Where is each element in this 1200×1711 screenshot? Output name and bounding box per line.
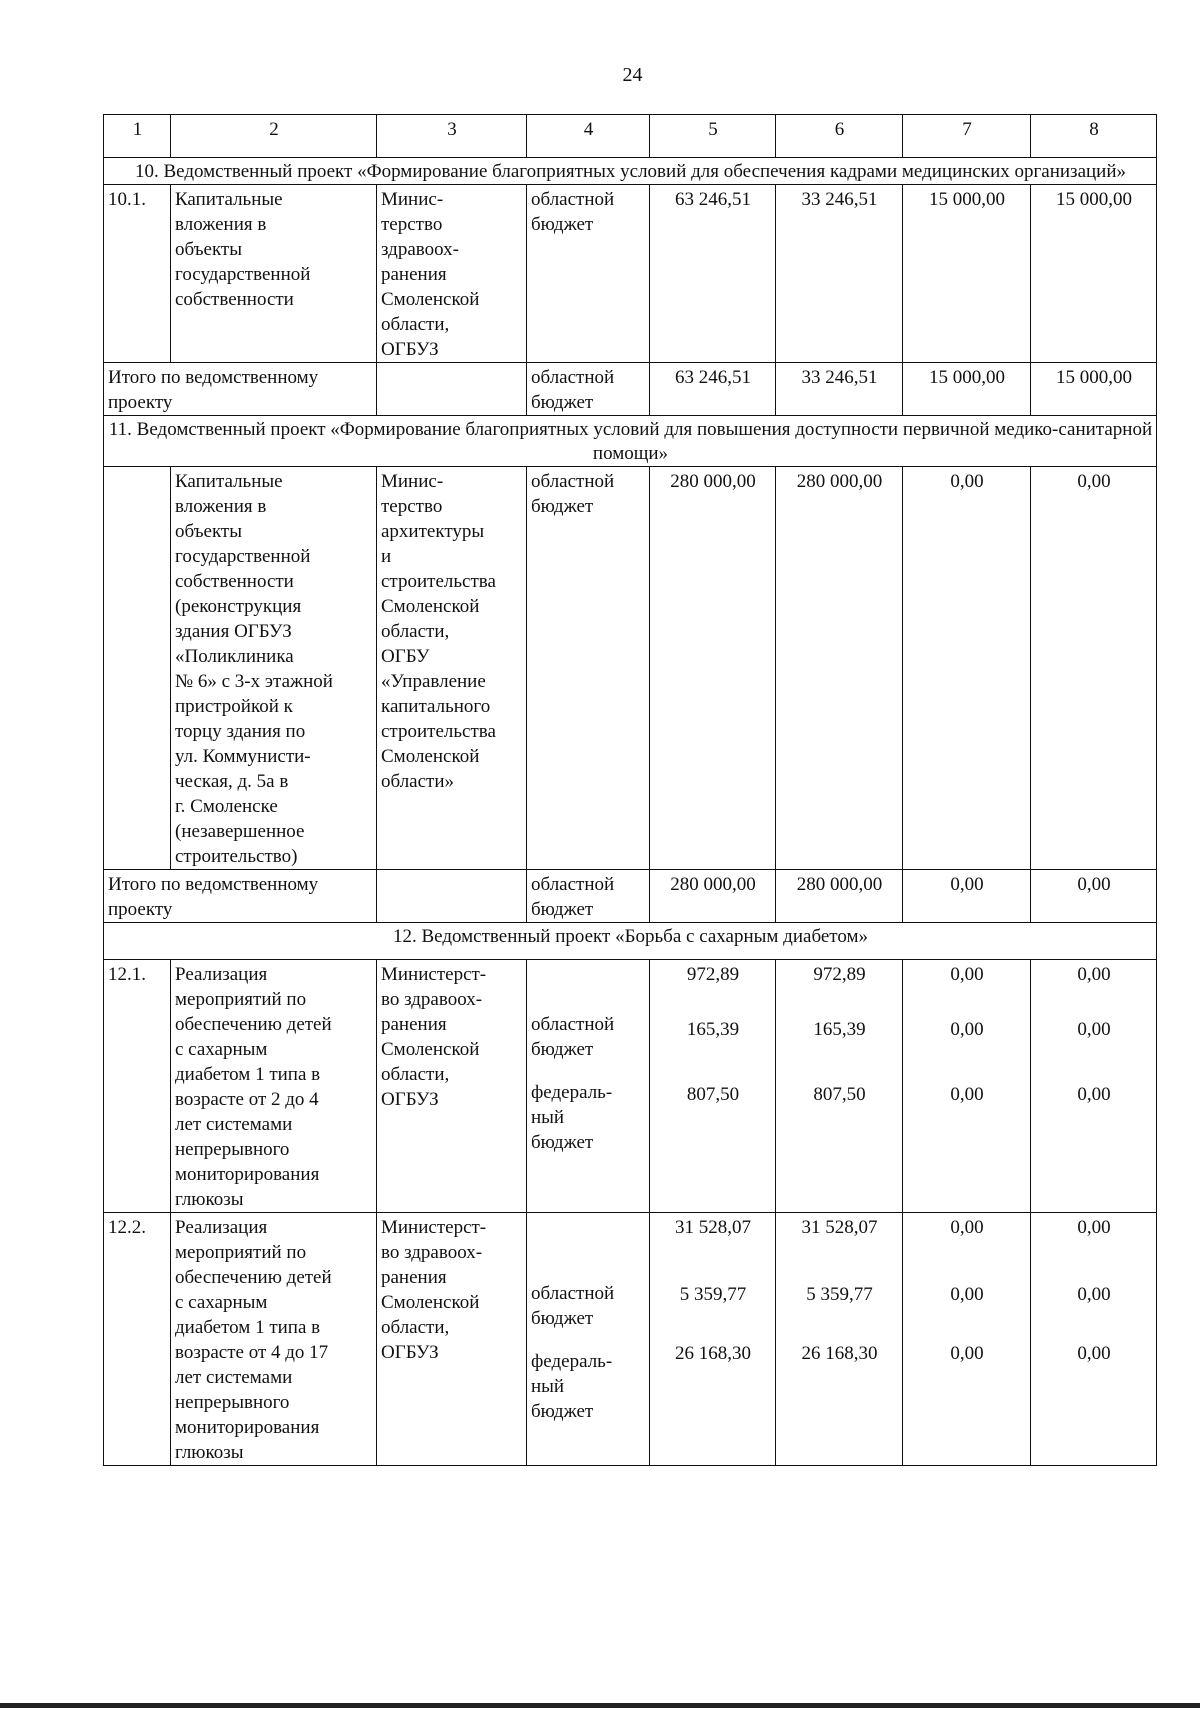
text-line: во здравоох- <box>381 1242 483 1263</box>
text-line: бюджет <box>531 1308 594 1329</box>
text-line: Реализация <box>175 1217 268 1238</box>
value-col7 <box>903 1213 1031 1466</box>
text-line: Смоленской <box>381 1292 480 1313</box>
value-col7: 15 000,00 <box>903 185 1031 363</box>
value-regional: 165,39 <box>686 1019 740 1040</box>
text-line: Капитальные <box>175 471 283 492</box>
value-col6 <box>776 1213 903 1466</box>
text-line: обеспечению детей <box>175 1267 332 1288</box>
value-total: 972,89 <box>686 964 740 985</box>
value-federal: 0,00 <box>1077 1343 1111 1364</box>
value-total: 972,89 <box>813 964 866 985</box>
text-line: бюджет <box>531 1039 594 1060</box>
value-federal: 26 168,30 <box>675 1343 751 1364</box>
budget-table <box>103 114 1157 1466</box>
text-line: мероприятий по <box>175 989 307 1010</box>
text-line: федераль- <box>531 1082 613 1103</box>
text-line: федераль- <box>531 1351 613 1372</box>
text-line: вложения в <box>175 214 267 235</box>
value-federal: 0,00 <box>950 1084 984 1105</box>
value-col5 <box>650 1213 776 1466</box>
text-line: областной <box>531 367 615 388</box>
text-line: капитального <box>381 696 491 717</box>
source-regional <box>531 1012 646 1062</box>
text-line: Минис- <box>381 189 444 210</box>
value-federal: 807,50 <box>686 1084 740 1105</box>
value-col6: 33 246,51 <box>776 363 903 416</box>
value-col8: 15 000,00 <box>1031 363 1157 416</box>
text-line: мероприятий по <box>175 1242 307 1263</box>
value-total: 0,00 <box>1077 1217 1111 1238</box>
text-line: диабетом 1 типа в <box>175 1317 321 1338</box>
text-line: ОГБУ <box>381 646 430 667</box>
value-col7: 0,00 <box>903 467 1031 870</box>
text-line: здания ОГБУЗ <box>175 621 292 642</box>
value-total: 31 528,07 <box>801 1217 878 1238</box>
text-line: бюджет <box>531 1401 594 1422</box>
text-line: объекты <box>175 521 243 542</box>
value-regional: 5 359,77 <box>679 1284 747 1305</box>
section-heading-11 <box>104 416 1157 467</box>
source-federal <box>531 1349 646 1424</box>
text-line: строительства <box>381 721 496 742</box>
value-col6: 280 000,00 <box>776 870 903 923</box>
column-number: 8 <box>1031 115 1157 158</box>
value-col8 <box>1031 960 1157 1213</box>
funding-source <box>527 960 650 1213</box>
text-line: торцу здания по <box>175 721 306 742</box>
value-col7: 0,00 <box>903 870 1031 923</box>
section-title: 10. Ведомственный проект «Формирование благоприятных условий для обеспечения кадрами медицинских организаций» <box>104 158 1157 185</box>
text-line: и <box>381 546 392 567</box>
text-line: собственности <box>175 571 294 592</box>
text-line: собственности <box>175 289 294 310</box>
text-line: бюджет <box>531 496 594 517</box>
text-line: «Поликлиника <box>175 646 294 667</box>
item-name <box>171 1213 377 1466</box>
text-line: Реализация <box>175 964 268 985</box>
text-line: областной <box>531 471 615 492</box>
text-line: области, <box>381 1317 450 1338</box>
executor <box>377 1213 527 1466</box>
text-line: Минис- <box>381 471 444 492</box>
total-label: Итого по ведомственному проекту <box>104 870 377 923</box>
text-line: государственной <box>175 264 311 285</box>
value-regional: 165,39 <box>813 1019 866 1040</box>
source-federal <box>531 1080 646 1155</box>
value-col5: 63 246,51 <box>650 185 776 363</box>
text-line: областной <box>531 189 615 210</box>
funding-source <box>527 1213 650 1466</box>
value-regional: 0,00 <box>1077 1284 1111 1305</box>
value-col6 <box>776 960 903 1213</box>
section-heading-10 <box>104 158 1157 185</box>
row-number <box>104 467 171 870</box>
funding-source <box>527 870 650 923</box>
column-number: 5 <box>650 115 776 158</box>
text-line: Смоленской <box>381 289 480 310</box>
value-col5 <box>650 960 776 1213</box>
text-line: лет системами <box>175 1367 293 1388</box>
value-col7 <box>903 960 1031 1213</box>
executor <box>377 960 527 1213</box>
text-line: ный <box>531 1376 565 1397</box>
text-line: бюджет <box>531 1132 594 1153</box>
text-line: бюджет <box>531 214 594 235</box>
text-line: Министерст- <box>381 1217 487 1238</box>
text-line: обеспечению детей <box>175 1014 332 1035</box>
item-name <box>171 467 377 870</box>
text-line: области, <box>381 1064 450 1085</box>
text-line: ранения <box>381 1014 447 1035</box>
executor <box>377 467 527 870</box>
text-line: г. Смоленске <box>175 796 278 817</box>
text-line: Смоленской <box>381 1039 480 1060</box>
column-number: 4 <box>527 115 650 158</box>
empty-cell <box>377 870 527 923</box>
page-number: 24 <box>622 64 643 86</box>
text-line: вложения в <box>175 496 267 517</box>
text-line: ческая, д. 5а в <box>175 771 289 792</box>
text-line: ОГБУЗ <box>381 339 439 360</box>
value-total: 31 528,07 <box>675 1217 751 1238</box>
text-line: бюджет <box>531 899 594 920</box>
text-line: здравоох- <box>381 239 459 260</box>
section-title: 12. Ведомственный проект «Борьба с сахарным диабетом» <box>104 923 1157 960</box>
value-col7: 15 000,00 <box>903 363 1031 416</box>
table-row-12-1 <box>104 960 1157 1213</box>
text-line: непрерывного <box>175 1139 290 1160</box>
executor <box>377 185 527 363</box>
value-total: 0,00 <box>950 1217 984 1238</box>
value-col8: 0,00 <box>1031 870 1157 923</box>
row-number: 10.1. <box>104 185 171 363</box>
text-line: диабетом 1 типа в <box>175 1064 321 1085</box>
page-bottom-edge <box>0 1703 1200 1708</box>
text-line: (реконструкция <box>175 596 302 617</box>
value-federal: 807,50 <box>813 1084 866 1105</box>
text-line: строительство) <box>175 846 298 867</box>
funding-source <box>527 467 650 870</box>
text-line: области» <box>381 771 455 792</box>
funding-source <box>527 363 650 416</box>
value-col5: 280 000,00 <box>650 467 776 870</box>
source-regional <box>531 1281 646 1331</box>
value-col5: 280 000,00 <box>650 870 776 923</box>
text-line: № 6» с 3-х этажной <box>175 671 333 692</box>
text-line: с сахарным <box>175 1292 268 1313</box>
empty-cell <box>377 363 527 416</box>
value-col6: 33 246,51 <box>776 185 903 363</box>
value-col8 <box>1031 1213 1157 1466</box>
text-line: Смоленской <box>381 596 480 617</box>
text-line: ный <box>531 1107 565 1128</box>
column-number-row <box>104 115 1157 158</box>
text-line: области, <box>381 621 450 642</box>
text-line: бюджет <box>531 392 594 413</box>
value-total: 0,00 <box>950 964 984 985</box>
text-line: «Управление <box>381 671 486 692</box>
text-line: объекты <box>175 239 243 260</box>
text-line: Капитальные <box>175 189 283 210</box>
column-number: 1 <box>104 115 171 158</box>
text-line: строительства <box>381 571 496 592</box>
text-line: лет системами <box>175 1114 293 1135</box>
text-line: Министерст- <box>381 964 487 985</box>
text-line: возрасте от 4 до 17 <box>175 1342 329 1363</box>
text-line: областной <box>531 1014 615 1035</box>
column-number: 2 <box>171 115 377 158</box>
text-line: во здравоох- <box>381 989 483 1010</box>
value-regional: 5 359,77 <box>806 1284 873 1305</box>
value-col8: 15 000,00 <box>1031 185 1157 363</box>
text-line: ОГБУЗ <box>381 1089 439 1110</box>
value-regional: 0,00 <box>950 1019 984 1040</box>
item-name <box>171 185 377 363</box>
total-row-10 <box>104 363 1157 416</box>
section-heading-12 <box>104 923 1157 960</box>
text-line: области, <box>381 314 450 335</box>
text-line: архитектуры <box>381 521 485 542</box>
value-federal: 0,00 <box>1077 1084 1111 1105</box>
text-line: (незавершенное <box>175 821 305 842</box>
text-line: мониторирования <box>175 1417 320 1438</box>
table-row-12-2 <box>104 1213 1157 1466</box>
value-federal: 26 168,30 <box>801 1343 878 1364</box>
row-number: 12.1. <box>104 960 171 1213</box>
value-col8: 0,00 <box>1031 467 1157 870</box>
table-row-11 <box>104 467 1157 870</box>
text-line: пристройкой к <box>175 696 293 717</box>
text-line: глюкозы <box>175 1442 244 1463</box>
total-label: Итого по ведомственному проекту <box>104 363 377 416</box>
text-line: глюкозы <box>175 1189 244 1210</box>
section-title: 11. Ведомственный проект «Формирование благоприятных условий для повышения доступности первичной медико-санитарной помощи» <box>104 416 1157 467</box>
text-line: возрасте от 2 до 4 <box>175 1089 319 1110</box>
item-name <box>171 960 377 1213</box>
text-line: с сахарным <box>175 1039 268 1060</box>
column-number: 3 <box>377 115 527 158</box>
text-line: Смоленской <box>381 746 480 767</box>
row-number: 12.2. <box>104 1213 171 1466</box>
value-regional: 0,00 <box>950 1284 984 1305</box>
text-line: терство <box>381 214 443 235</box>
text-line: ранения <box>381 264 447 285</box>
column-number: 7 <box>903 115 1031 158</box>
value-col6: 280 000,00 <box>776 467 903 870</box>
total-row-11 <box>104 870 1157 923</box>
text-line: терство <box>381 496 443 517</box>
text-line: государственной <box>175 546 311 567</box>
column-number: 6 <box>776 115 903 158</box>
value-federal: 0,00 <box>950 1343 984 1364</box>
text-line: непрерывного <box>175 1392 290 1413</box>
value-col5: 63 246,51 <box>650 363 776 416</box>
funding-source <box>527 185 650 363</box>
value-regional: 0,00 <box>1077 1019 1111 1040</box>
text-line: областной <box>531 1283 615 1304</box>
table-row-10-1 <box>104 185 1157 363</box>
text-line: ОГБУЗ <box>381 1342 439 1363</box>
text-line: мониторирования <box>175 1164 320 1185</box>
value-total: 0,00 <box>1077 964 1111 985</box>
text-line: ул. Коммунисти- <box>175 746 311 767</box>
text-line: ранения <box>381 1267 447 1288</box>
text-line: областной <box>531 874 615 895</box>
